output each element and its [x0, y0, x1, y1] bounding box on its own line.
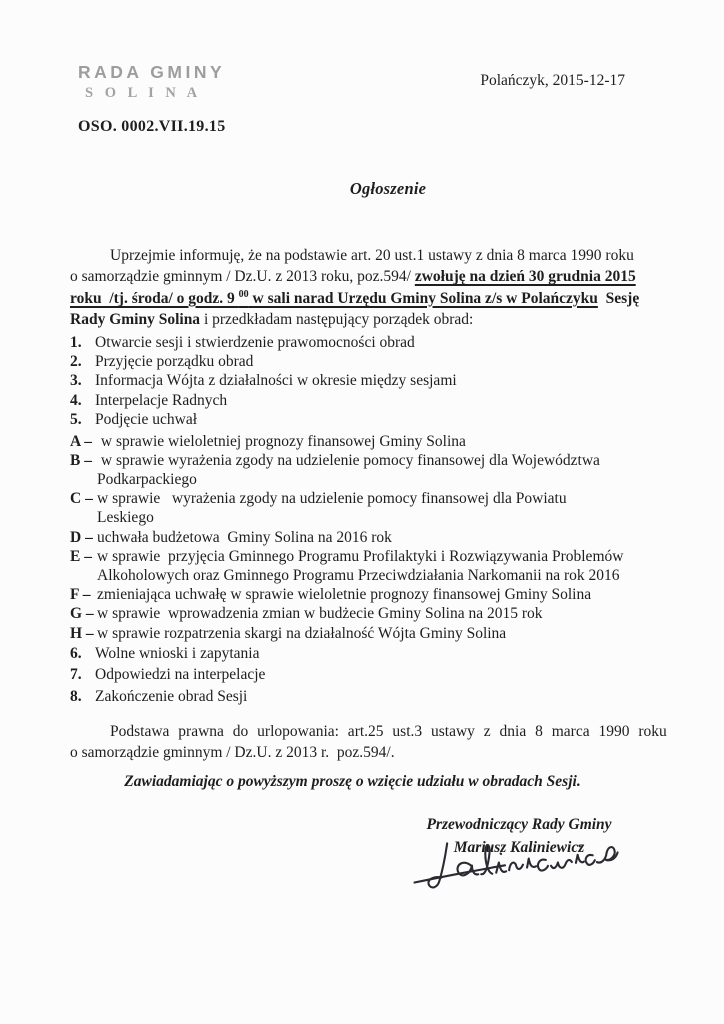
resolution-list — [70, 432, 635, 643]
hour-superscript: 00 — [238, 288, 249, 300]
intro-line-3-bold-a: roku /tj. środa/ o godz. 9 — [70, 289, 239, 307]
resolution-line — [70, 470, 635, 489]
resolution-text: Leskiego — [97, 509, 154, 527]
resolution-text: w sprawie wprowadzenia zmian w budżecie Gminy Solina na 2015 rok — [97, 605, 543, 623]
signature-scribble-icon — [409, 830, 621, 901]
resolution-line — [70, 528, 635, 547]
legal-basis-paragraph — [70, 721, 667, 764]
intro-line-4 — [70, 309, 635, 330]
resolution-text: w sprawie wyrażenia zgody na udzielenie pomocy finansowej dla Powiatu — [97, 490, 567, 508]
resolution-letter: D – — [70, 528, 93, 546]
agenda-list-2 — [70, 643, 635, 708]
agenda-item-text: Przyjęcie porządku obrad — [95, 353, 254, 371]
resolution-line — [70, 451, 635, 470]
resolution-letter: G – — [70, 605, 94, 623]
agenda-item-text: Podjęcie uchwał — [95, 411, 198, 429]
resolution-line — [70, 432, 635, 451]
agenda-list-1 — [70, 333, 635, 430]
agenda-item-text: Interpelacje Radnych — [95, 391, 228, 409]
intro-line-2 — [70, 266, 635, 287]
legal-basis-line-1: Podstawa prawna do urlopowania: art.25 ust.3 ustawy z dnia 8 marca 1990 roku — [110, 722, 667, 740]
intro-line-2-normal: o samorządzie gminnym / Dz.U. z 2013 roku, poz.594/ — [70, 268, 415, 286]
resolution-letter — [70, 508, 97, 527]
agenda-item — [70, 410, 635, 429]
agenda-item — [70, 371, 635, 390]
resolution-text: w sprawie przyjęcia Gminnego Programu Profilaktyki i Rozwiązywania Problemów — [97, 547, 624, 565]
signatory-name: Mariusz Kaliniewicz — [453, 838, 585, 856]
agenda-item — [70, 664, 635, 686]
intro-paragraph — [70, 245, 640, 331]
resolution-line — [70, 547, 635, 566]
resolution-text: w sprawie wieloletniej prognozy finansowej Gminy Solina — [97, 432, 466, 450]
resolution-letter: B – — [70, 451, 92, 469]
intro-line-4-bold: Rady Gminy Solina — [70, 311, 201, 329]
intro-line-2-bold: zwołuję na dzień 30 grudnia 2015 — [414, 268, 636, 286]
document-title: Ogłoszenie — [349, 179, 427, 198]
resolution-letter: H – — [70, 624, 94, 642]
agenda-item — [70, 352, 635, 371]
document-body — [70, 245, 667, 793]
resolution-letter: F – — [70, 586, 91, 604]
resolution-letter: A – — [70, 432, 92, 450]
intro-line-3-bold-b: w sali narad Urzędu Gminy Solina z/s w Polańczyku — [248, 289, 598, 307]
agenda-item-text: Zakończenie obrad Sesji — [95, 688, 248, 706]
resolution-text: zmieniająca uchwałę w sprawie wieloletnie prognozy finansowej Gminy Solina — [97, 586, 592, 604]
signatory-role: Przewodniczący Rady Gminy — [426, 816, 612, 833]
agenda-item — [70, 686, 635, 708]
resolution-text: Alkoholowych oraz Gminnego Programu Przeciwdziałania Narkomanii na rok 2016 — [97, 567, 620, 585]
resolution-letter: C – — [70, 490, 93, 508]
agenda-item-number: 6. — [70, 644, 82, 662]
council-stamp — [78, 62, 225, 102]
resolution-letter: E – — [70, 547, 92, 565]
resolution-text: w sprawie rozpatrzenia skargi na działalność Wójta Gminy Solina — [97, 624, 507, 642]
resolution-text: Podkarpackiego — [97, 471, 197, 489]
agenda-item-number: 2. — [70, 353, 82, 371]
resolution-line — [70, 624, 635, 643]
reference-number: OSO. 0002.VII.19.15 — [78, 118, 226, 135]
stamp-line-1: RADA GMINY — [78, 62, 226, 82]
agenda-item-number: 7. — [70, 666, 82, 684]
agenda-item — [70, 391, 635, 410]
agenda-item — [70, 643, 635, 665]
agenda-item-number: 1. — [70, 333, 82, 351]
handwritten-signature — [409, 830, 621, 901]
resolution-letter — [70, 470, 97, 489]
agenda-item-number: 3. — [70, 372, 82, 390]
agenda-item-text: Wolne wnioski i zapytania — [95, 644, 260, 662]
agenda-item-number: 8. — [70, 688, 82, 706]
resolution-text: uchwała budżetowa Gminy Solina na 2016 rok — [97, 528, 392, 546]
resolution-line — [70, 489, 635, 508]
resolution-line — [70, 604, 635, 623]
resolution-text: w sprawie wyrażenia zgody na udzielenie pomocy finansowej dla Województwa — [97, 451, 600, 469]
intro-line-3-tail: Sesję — [597, 289, 640, 307]
agenda-item-text: Odpowiedzi na interpelacje — [95, 666, 266, 684]
agenda-item-text: Otwarcie sesji i stwierdzenie prawomocności obrad — [95, 333, 415, 351]
agenda-item — [70, 333, 635, 352]
agenda-item-text: Informacja Wójta z działalności w okresie między sesjami — [95, 372, 457, 390]
stamp-line-2: S O L I N A — [85, 85, 202, 101]
legal-basis-line-2: o samorządzie gminnym / Dz.U. z 2013 r. poz.594/. — [70, 744, 395, 762]
place-and-date: Polańczyk, 2015-12-17 — [480, 72, 625, 89]
intro-line-1: Uprzejmie informuję, że na podstawie art. 20 ust.1 ustawy z dnia 8 marca 1990 roku — [110, 247, 634, 264]
resolution-letter — [70, 566, 97, 585]
resolution-line — [70, 585, 635, 604]
agenda-item-number: 4. — [70, 391, 82, 409]
resolution-line — [70, 508, 635, 527]
closing-sentence: Zawiadamiając o powyższym proszę o wzięcie udziału w obradach Sesji. — [124, 773, 581, 791]
resolution-line — [70, 566, 635, 585]
intro-line-3 — [70, 288, 640, 309]
intro-line-4-normal: i przedkładam następujący porządek obrad: — [200, 311, 474, 329]
agenda-item-number: 5. — [70, 411, 82, 429]
